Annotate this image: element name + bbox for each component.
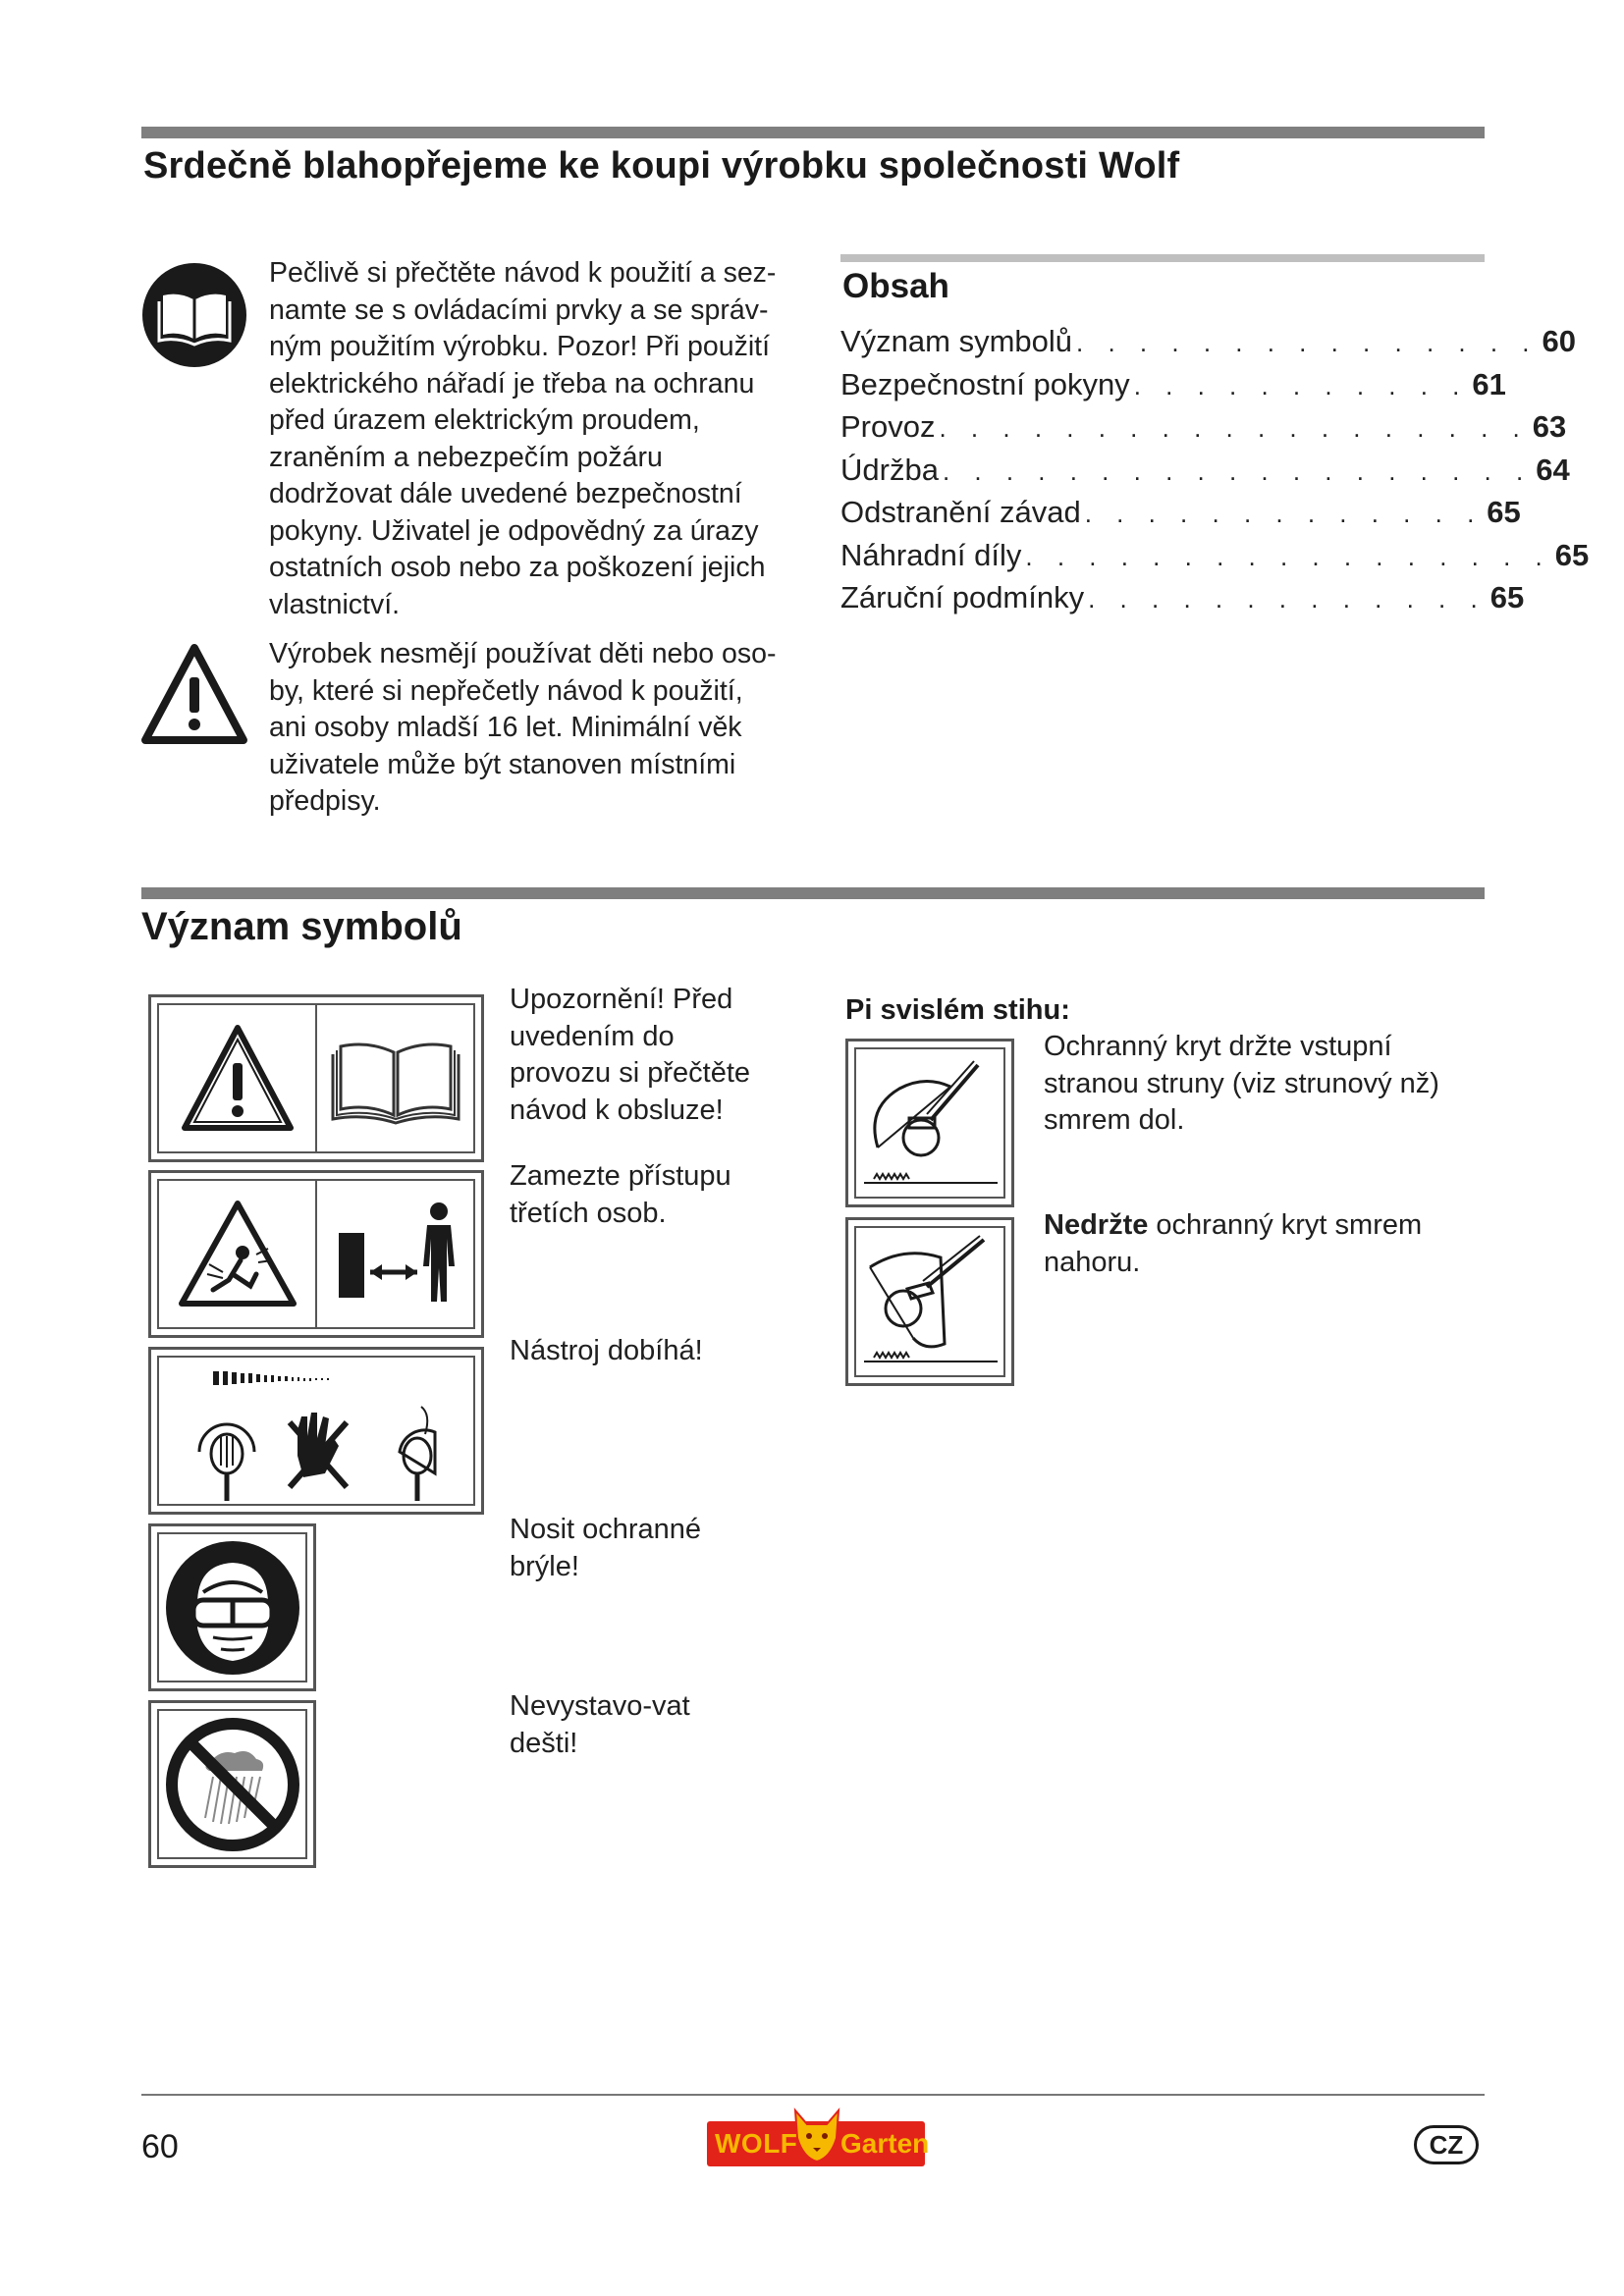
toc-item-page: 60 (1542, 324, 1577, 358)
page-number: 60 (141, 2128, 179, 2165)
header-rule (141, 127, 1485, 138)
symbol-description (510, 982, 804, 1129)
text-line: provozu si přečtěte (510, 1057, 751, 1089)
safety-goggles-icon (164, 1539, 301, 1677)
symbol-cell (159, 1534, 305, 1681)
logo-text-right: Garten (840, 2128, 930, 2159)
toc-leader: . . . . . . . . . . . . . . . . . (1025, 541, 1551, 571)
footer-rule (141, 2094, 1485, 2096)
symbol-description (510, 1512, 804, 1585)
text-line: vlastnictví. (269, 588, 401, 620)
logo-text-left: WOLF (715, 2128, 798, 2159)
tool-rundown-icon (164, 1358, 468, 1505)
keep-distance-icon (327, 1196, 464, 1313)
toc-leader: . . . . . . . . . . . . . . . . . . . (939, 413, 1529, 443)
no-rain-icon (164, 1716, 301, 1853)
toc-leader: . . . . . . . . . . . . . . . (1076, 328, 1539, 357)
country-badge: CZ (1414, 2125, 1479, 2164)
wolf-garten-logo (707, 2105, 930, 2169)
toc-item-label: Odstranění závad (840, 495, 1081, 529)
text-line (1044, 1207, 1476, 1245)
table-of-contents (840, 324, 1590, 623)
toc-item-label: Údržba (840, 452, 939, 487)
symbol-description (510, 1158, 804, 1232)
page-title: Srdečně blahopřejeme ke koupi výrobku společnosti Wolf (143, 145, 1180, 187)
symbol-guard-down (845, 1039, 1014, 1207)
toc-item[interactable] (840, 366, 1506, 410)
toc-item-page: 64 (1536, 452, 1570, 487)
toc-item-page: 65 (1554, 537, 1590, 572)
symbol-safety-goggles (148, 1523, 316, 1691)
text-line: smrem dol. (1044, 1104, 1185, 1136)
text-line: Pečlivě si přečtěte návod k použití a sez- (269, 257, 777, 289)
text-line: dodržovat dále uvedené bezpečnostní (269, 478, 742, 509)
text-line: Upozornění! Před (510, 984, 733, 1015)
text-line: by, které si nepřečetly návod k použití, (269, 674, 743, 707)
text-line: Nosit ochranné (510, 1514, 702, 1545)
text-line: Ochranný kryt držte vstupní (1044, 1031, 1392, 1062)
symbol-keep-distance (148, 1170, 484, 1338)
fox-head-icon (791, 2105, 842, 2163)
warning-triangle-icon (179, 1020, 297, 1138)
guard-down-description (1044, 1029, 1476, 1140)
symbol-guard-up (845, 1217, 1014, 1386)
toc-item-page: 63 (1532, 409, 1567, 444)
text-line: třetích osob. (510, 1197, 667, 1229)
text-line: elektrického nářadí je třeba na ochranu (269, 367, 755, 400)
toc-item-page: 61 (1472, 366, 1506, 401)
section-rule (141, 887, 1485, 899)
text-line: Nástroj dobíhá! (510, 1335, 703, 1366)
symbol-cell (315, 1181, 473, 1327)
toc-item-page: 65 (1487, 495, 1521, 529)
symbol-read-manual (148, 994, 484, 1162)
text-line: před úrazem elektrickým proudem, (269, 404, 700, 436)
text-line: namte se s ovládacími prvky a se správ- (269, 294, 769, 326)
toc-item-label: Bezpečnostní pokyny (840, 366, 1130, 401)
symbol-cell (159, 1181, 315, 1327)
symbol-cell (159, 1711, 305, 1857)
symbol-cell (856, 1049, 1003, 1197)
text-line: Zamezte přístupu (510, 1160, 731, 1192)
toc-leader: . . . . . . . . . . . (1133, 370, 1469, 400)
toc-item-label: Záruční podmínky (840, 580, 1085, 614)
text-line: předpisy. (269, 785, 381, 817)
toc-item[interactable] (840, 409, 1567, 453)
text-line: ani osoby mladší 16 let. Minimální věk (269, 712, 742, 743)
toc-leader: . . . . . . . . . . . . . . . . . . . (942, 455, 1533, 486)
vertical-cut-heading: Pi svislém stihu: (845, 994, 1070, 1026)
toc-rule (840, 254, 1485, 262)
toc-item[interactable] (840, 580, 1525, 623)
toc-leader: . . . . . . . . . . . . . (1084, 499, 1484, 528)
emphasis: Nedržte (1044, 1209, 1149, 1241)
toc-item[interactable] (840, 452, 1570, 496)
text-line: Výrobek nesmějí používat děti nebo oso- (269, 638, 777, 669)
symbol-no-rain (148, 1700, 316, 1868)
text-span: ochranný kryt smrem (1148, 1209, 1423, 1241)
toc-item[interactable] (840, 324, 1577, 367)
text-line: uživatele může být stanoven místními (269, 748, 736, 780)
read-manual-icon (141, 262, 247, 368)
toc-leader: . . . . . . . . . . . . . (1088, 584, 1487, 614)
text-line: návod k obsluze! (510, 1094, 724, 1126)
warning-triangle-icon (141, 642, 247, 748)
section-title: Význam symbolů (141, 905, 462, 948)
symbol-description (510, 1333, 804, 1370)
text-line: brýle! (510, 1550, 579, 1582)
text-line: ným použitím výrobku. Pozor! Při použití (269, 331, 771, 362)
symbol-cell (856, 1228, 1003, 1375)
symbol-cell (159, 1005, 315, 1151)
guard-up-description (1044, 1207, 1476, 1281)
guard-up-icon (856, 1228, 1003, 1375)
text-line: Nevystavo-vat (510, 1690, 690, 1722)
thrown-objects-warning-icon (174, 1196, 301, 1313)
symbol-description (510, 1688, 804, 1762)
guard-down-icon (856, 1049, 1003, 1197)
toc-item[interactable] (840, 537, 1590, 581)
toc-item-label: Význam symbolů (840, 324, 1073, 358)
text-line: uvedením do (510, 1020, 675, 1052)
text-line: ostatních osob nebo za poškození jejich (269, 552, 766, 583)
toc-item-label: Provoz (840, 409, 936, 444)
symbol-tool-rundown (148, 1347, 484, 1515)
toc-title: Obsah (842, 267, 949, 305)
read-manual-text (269, 255, 819, 623)
warning-text (269, 636, 819, 821)
text-line: stranou struny (viz strunový nž) (1044, 1067, 1439, 1099)
open-book-icon (327, 1025, 464, 1133)
toc-item[interactable] (840, 495, 1521, 538)
symbol-cell (159, 1358, 473, 1504)
text-line: nahoru. (1044, 1246, 1141, 1278)
toc-item-label: Náhradní díly (840, 537, 1022, 572)
toc-item-page: 65 (1489, 580, 1525, 614)
text-line: dešti! (510, 1727, 578, 1759)
text-line: zraněním a nebezpečím požáru (269, 441, 663, 473)
text-line: pokyny. Uživatel je odpovědný za úrazy (269, 514, 759, 547)
symbol-cell (315, 1005, 473, 1151)
